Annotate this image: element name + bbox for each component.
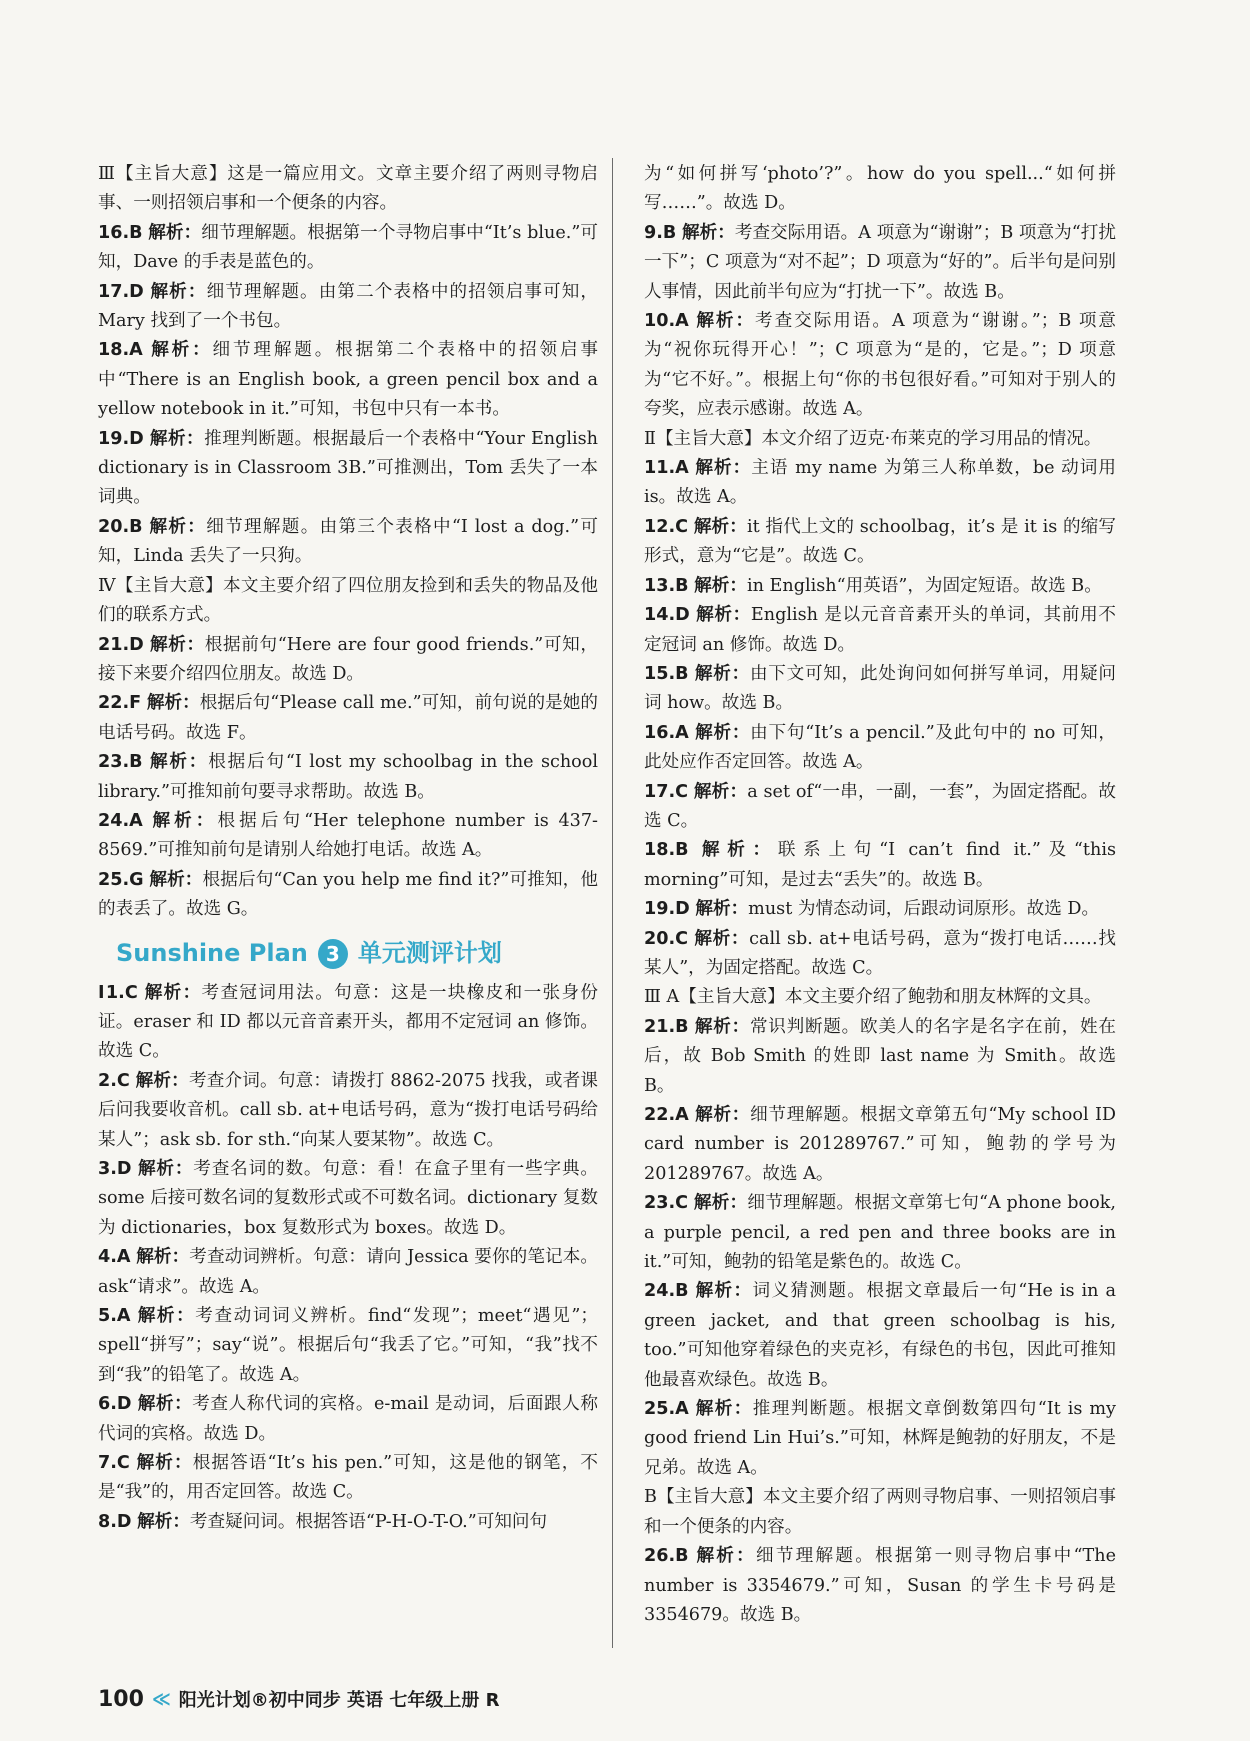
- left-column: [98, 160, 598, 1537]
- answer-item: [98, 336, 598, 424]
- analysis-label: 解析：: [136, 1247, 190, 1268]
- answer-item: [98, 278, 598, 337]
- answer-item: [644, 513, 1116, 572]
- section-summary: [98, 160, 598, 219]
- item-text: it 指代上文的 schoolbag，it’s 是 it is 的缩写形式，意为“它是”。故选 C。: [644, 516, 1117, 567]
- item-text: 考查交际用语。A 项意为“谢谢”；B 项意为“打扰一下”；C 项意为“对不起”；D 项意为“好的”。后半句是问别人事情，因此前半句应为“打扰一下”。故选 B。: [644, 222, 1116, 302]
- answer-item: [644, 1013, 1116, 1101]
- item-text: call sb. at+电话号码，意为“拨打电话……找某人”，为固定搭配。故选 C。: [644, 928, 1117, 978]
- answer-item: [644, 454, 1116, 513]
- answer-number: 5.A: [98, 1306, 131, 1327]
- analysis-label: 解析：: [696, 311, 756, 332]
- sunshine-title: 单元测评计划: [357, 938, 502, 967]
- answer-number: 9.B: [644, 222, 677, 243]
- analysis-label: 解析：: [137, 1394, 193, 1415]
- answer-item: [644, 660, 1116, 719]
- answer-item: [98, 1155, 598, 1243]
- analysis-label: 解析：: [144, 982, 202, 1003]
- analysis-label: 解析：: [681, 222, 735, 243]
- analysis-label: 解析：: [695, 722, 751, 743]
- item-text: 根据前句“Here are four good friends.”可知，接下来要介绍四位朋友。故选 D。: [98, 634, 599, 684]
- analysis-label: 解析：: [137, 1306, 196, 1327]
- answer-number: 2.C: [98, 1070, 130, 1091]
- analysis-label: 解析：: [694, 663, 750, 684]
- answer-number: 16.A: [644, 722, 689, 743]
- item-text: 根据答语“It’s his pen.”可知，这是他的钢笔，不是“我”的，用否定回答。故选 C。: [98, 1453, 598, 1503]
- answer-number: 7.C: [98, 1453, 130, 1474]
- analysis-label: 解析：: [149, 752, 209, 773]
- answer-item: [644, 895, 1116, 924]
- answer-number: 11.A: [644, 458, 689, 479]
- item-text: 考查疑问词。根据答语“P-H-O-T-O.”可知问句: [189, 1511, 548, 1532]
- item-text: 考查介词。句意：请拨打 8862-2075 找我，或者课后问我要收音机。call sb. at+电话号码，意为“拨打电话号码给某人”；ask sb. for sth.“向某人要某物”。故选 C。: [98, 1070, 598, 1150]
- answer-number: 24.B: [644, 1281, 689, 1302]
- analysis-label: 解析：: [148, 222, 202, 243]
- answer-number: 18.A: [98, 340, 143, 361]
- analysis-label: 解析：: [150, 634, 205, 655]
- answer-item: [644, 925, 1116, 984]
- answer-item: [98, 1067, 598, 1155]
- answer-item: [644, 1277, 1116, 1395]
- answer-number: 21.B: [644, 1016, 689, 1037]
- answer-number: 12.C: [644, 516, 689, 537]
- answer-number: 16.B: [98, 222, 143, 243]
- item-text: Ⅱ【主旨大意】本文介绍了迈克·布莱克的学习用品的情况。: [644, 428, 1102, 449]
- answer-item: [98, 219, 598, 278]
- item-text: Ⅲ A【主旨大意】本文主要介绍了鲍勃和朋友林辉的文具。: [644, 987, 1102, 1008]
- answer-number: 10.A: [644, 311, 689, 332]
- item-text: 考查冠词用法。句意：这是一块橡皮和一张身份证。eraser 和 ID 都以元音音素开头，都用不定冠词 an 修饰。故选 C。: [98, 982, 598, 1062]
- item-text: 根据后句“Please call me.”可知，前句说的是她的电话号码。故选 F。: [98, 693, 598, 743]
- analysis-label: 解析：: [146, 693, 200, 714]
- analysis-label: 解析：: [694, 1016, 750, 1037]
- answer-item: [644, 719, 1116, 778]
- analysis-label: 解析：: [149, 428, 205, 449]
- book-title: 阳光计划®初中同步 英语 七年级上册 R: [178, 1690, 500, 1711]
- item-text: 细节理解题。由第二个表格中的招领启事可知，Mary 找到了一个书包。: [98, 281, 598, 332]
- answer-number: 19.D: [644, 899, 690, 920]
- analysis-label: 解析：: [137, 1511, 190, 1532]
- page-number: 100: [98, 1686, 144, 1712]
- answer-item: [644, 1101, 1116, 1189]
- item-text: 联系上句“I can’t find it.”及“this morning”可知，是过去“丢失”的。故选 B。: [644, 840, 1116, 890]
- item-text: Ⅲ【主旨大意】这是一篇应用文。文章主要介绍了两则寻物启事、一则招领启事和一个便条的内容。: [98, 164, 598, 214]
- analysis-label: 解析：: [693, 1193, 748, 1214]
- item-text: 考查人称代词的宾格。e-mail 是动词，后面跟人称代词的宾格。故选 D。: [98, 1394, 598, 1444]
- answer-item: [98, 1390, 598, 1449]
- answer-number: Ⅰ1.C: [98, 982, 138, 1003]
- analysis-label: 解析：: [151, 340, 213, 361]
- item-text: 根据后句“Can you help me find it?”可推知，他的表丢了。故选 G。: [98, 869, 598, 920]
- answer-number: 13.B: [644, 575, 689, 596]
- item-text: English 是以元音音素开头的单词，其前用不定冠词 an 修饰。故选 D。: [644, 605, 1116, 655]
- answer-item: [644, 1395, 1116, 1483]
- analysis-label: 解析：: [696, 1546, 756, 1567]
- item-text: 细节理解题。根据文章第五句“My school ID card number is 201289767.”可知，鲍勃的学号为 201289767。故选 A。: [644, 1105, 1116, 1184]
- answer-number: 20.B: [98, 516, 143, 537]
- item-text: 细节理解题。根据第一则寻物启事中“The number is 3354679.”可知，Susan 的学生卡号码是 3354679。故选 B。: [644, 1546, 1116, 1625]
- sunshine-plan-header: [116, 935, 598, 973]
- answer-number: 17.D: [98, 281, 144, 302]
- item-text: 细节理解题。根据文章第七句“A phone book, a purple pencil, a red pen and three books are in it.”可知，鲍勃的铅笔是紫色的。故选 C。: [644, 1193, 1116, 1273]
- answer-item: [98, 631, 598, 690]
- analysis-label: 解析：: [695, 899, 749, 920]
- answer-item: [98, 866, 598, 925]
- answer-number: 23.C: [644, 1193, 689, 1214]
- analysis-label: 解析：: [695, 1105, 751, 1125]
- answer-item: [644, 219, 1116, 307]
- item-text: 考查交际用语。A 项意为“谢谢。”；B 项意为“祝你玩得开心！”；C 项意为“是的，它是。”；D 项意为“它不好。”。根据上句“你的书包很好看。”可知对于别人的夸奖，应表示感谢。故选 A。: [644, 311, 1116, 420]
- item-text: must 为情态动词，后跟动词原形。故选 D。: [748, 899, 1100, 920]
- analysis-label: 解析：: [694, 928, 750, 949]
- answer-number: 18.B: [644, 840, 689, 861]
- double-chevron-icon: ≪: [151, 1688, 171, 1710]
- answer-number: 24.A: [98, 810, 143, 831]
- item-text: 由下文可知，此处询问如何拼写单词，用疑问词 how。故选 B。: [644, 663, 1116, 714]
- answer-number: 23.B: [98, 752, 143, 773]
- analysis-label: 解析：: [693, 516, 748, 537]
- answer-item: [644, 601, 1116, 660]
- unit-badge: 3: [318, 939, 348, 969]
- answer-number: 15.B: [644, 663, 689, 684]
- answer-number: 17.C: [644, 781, 689, 802]
- item-text: 细节理解题。根据第二个表格中的招领启事中“There is an English book, a green pencil box and a yellow notebook in it.”可知，书包中只有一本书。: [98, 340, 598, 420]
- sunshine-label: Sunshine Plan: [116, 938, 308, 967]
- analysis-label: 解析：: [136, 1453, 193, 1474]
- item-text: 推理判断题。根据最后一个表格中“Your English dictionary is in Classroom 3B.”可推测出，Tom 丢失了一本词典。: [98, 428, 598, 508]
- answer-item: [98, 1243, 598, 1302]
- item-text: 细节理解题。由第三个表格中“I lost a dog.”可知，Linda 丢失了一只狗。: [98, 516, 598, 567]
- item-text: a set of“一串，一副，一套”，为固定搭配。故选 C。: [644, 781, 1116, 831]
- answer-item: [98, 1449, 598, 1508]
- answer-number: 22.F: [98, 693, 142, 714]
- item-text: 推理判断题。根据文章倒数第四句“It is my good friend Lin Hui’s.”可知，林辉是鲍勃的好朋友，不是兄弟。故选 A。: [644, 1399, 1117, 1478]
- answer-item: [644, 307, 1116, 425]
- item-text: Ⅳ【主旨大意】本文主要介绍了四位朋友捡到和丢失的物品及他们的联系方式。: [98, 575, 598, 626]
- item-text: 为“如何拼写‘photo’?”。how do you spell...“如何拼写……”。故选 D。: [644, 164, 1116, 214]
- section-summary: [644, 160, 1116, 219]
- analysis-label: 解析：: [693, 781, 748, 802]
- answer-number: 6.D: [98, 1394, 132, 1415]
- answer-number: 19.D: [98, 428, 144, 449]
- answer-item: [644, 778, 1116, 837]
- answer-item: [98, 979, 598, 1067]
- answer-item: [98, 748, 598, 807]
- answer-item: [98, 513, 598, 572]
- answer-number: 14.D: [644, 605, 690, 626]
- section-summary: [644, 1483, 1116, 1542]
- section-summary: [644, 983, 1116, 1012]
- item-text: 由下句“It’s a pencil.”及此句中的 no 可知，此处应作否定回答。故选 A。: [644, 722, 1116, 773]
- answer-item: [644, 572, 1116, 601]
- section-summary: [644, 425, 1116, 454]
- answer-number: 3.D: [98, 1159, 132, 1179]
- section-summary: [98, 572, 598, 631]
- answer-number: 25.A: [644, 1399, 689, 1420]
- answer-number: 8.D: [98, 1511, 132, 1532]
- item-text: 考查动词辨析。句意：请向 Jessica 要你的笔记本。ask“请求”。故选 A。: [98, 1247, 598, 1297]
- answer-item: [644, 836, 1116, 895]
- answer-item: [644, 1542, 1116, 1630]
- answer-item: [98, 807, 598, 866]
- analysis-label: 解析：: [149, 516, 207, 537]
- analysis-label: 解析：: [694, 575, 747, 596]
- answer-number: 4.A: [98, 1247, 131, 1268]
- answer-item: [98, 1302, 598, 1390]
- answer-number: 21.D: [98, 634, 144, 655]
- item-text: 根据后句“Her telephone number is 437-8569.”可推知前句是请别人给她打电话。故选 A。: [98, 810, 598, 861]
- answer-number: 26.B: [644, 1546, 689, 1567]
- analysis-label: 解析：: [137, 1159, 194, 1179]
- analysis-label: 解析：: [695, 1281, 753, 1302]
- analysis-label: 解析：: [150, 281, 207, 302]
- item-text: 主语 my name 为第三人称单数，be 动词用 is。故选 A。: [644, 458, 1116, 508]
- answer-number: 22.A: [644, 1105, 689, 1125]
- answer-item: [644, 1189, 1116, 1277]
- item-text: 细节理解题。根据第一个寻物启事中“It’s blue.”可知，Dave 的手表是蓝色的。: [98, 222, 598, 273]
- page-footer: [98, 1686, 499, 1712]
- item-text: 词义猜测题。根据文章最后一句“He is in a green jacket, and that green schoolbag is his, too.”可知他穿着绿色的夹克衫，有绿色的书包，因此可推知他最喜欢绿色。故选 B。: [644, 1281, 1116, 1390]
- analysis-label: 解析：: [152, 810, 218, 831]
- analysis-label: 解析：: [695, 458, 752, 479]
- item-text: B【主旨大意】本文主要介绍了两则寻物启事、一则招领启事和一个便条的内容。: [644, 1487, 1116, 1537]
- item-text: 根据后句“I lost my schoolbag in the school library.”可推知前句要寻求帮助。故选 B。: [98, 752, 598, 802]
- analysis-label: 解析：: [135, 1070, 189, 1091]
- right-column: [644, 160, 1116, 1630]
- analysis-label: 解析：: [701, 840, 778, 861]
- item-text: 考查名词的数。句意：看！在盒子里有一些字典。some 后接可数名词的复数形式或不可数名词。dictionary 复数为 dictionaries，box 复数形式为 boxes。故选 D。: [98, 1159, 598, 1238]
- answer-item: [98, 689, 598, 748]
- analysis-label: 解析：: [696, 605, 751, 626]
- item-text: 常识判断题。欧美人的名字是名字在前，姓在后，故 Bob Smith 的姓即 last name 为 Smith。故选 B。: [644, 1016, 1116, 1096]
- analysis-label: 解析：: [149, 869, 203, 890]
- column-divider: [612, 158, 613, 1648]
- answer-number: 25.G: [98, 869, 144, 890]
- item-text: in English“用英语”，为固定短语。故选 B。: [746, 575, 1102, 596]
- answer-number: 20.C: [644, 928, 689, 949]
- answer-item: [98, 425, 598, 513]
- analysis-label: 解析：: [695, 1399, 753, 1420]
- answer-item: [98, 1508, 598, 1537]
- item-text: 考查动词词义辨析。find“发现”；meet“遇见”；spell“拼写”；say“说”。根据后句“我丢了它。”可知，“我”找不到“我”的铅笔了。故选 A。: [98, 1306, 598, 1385]
